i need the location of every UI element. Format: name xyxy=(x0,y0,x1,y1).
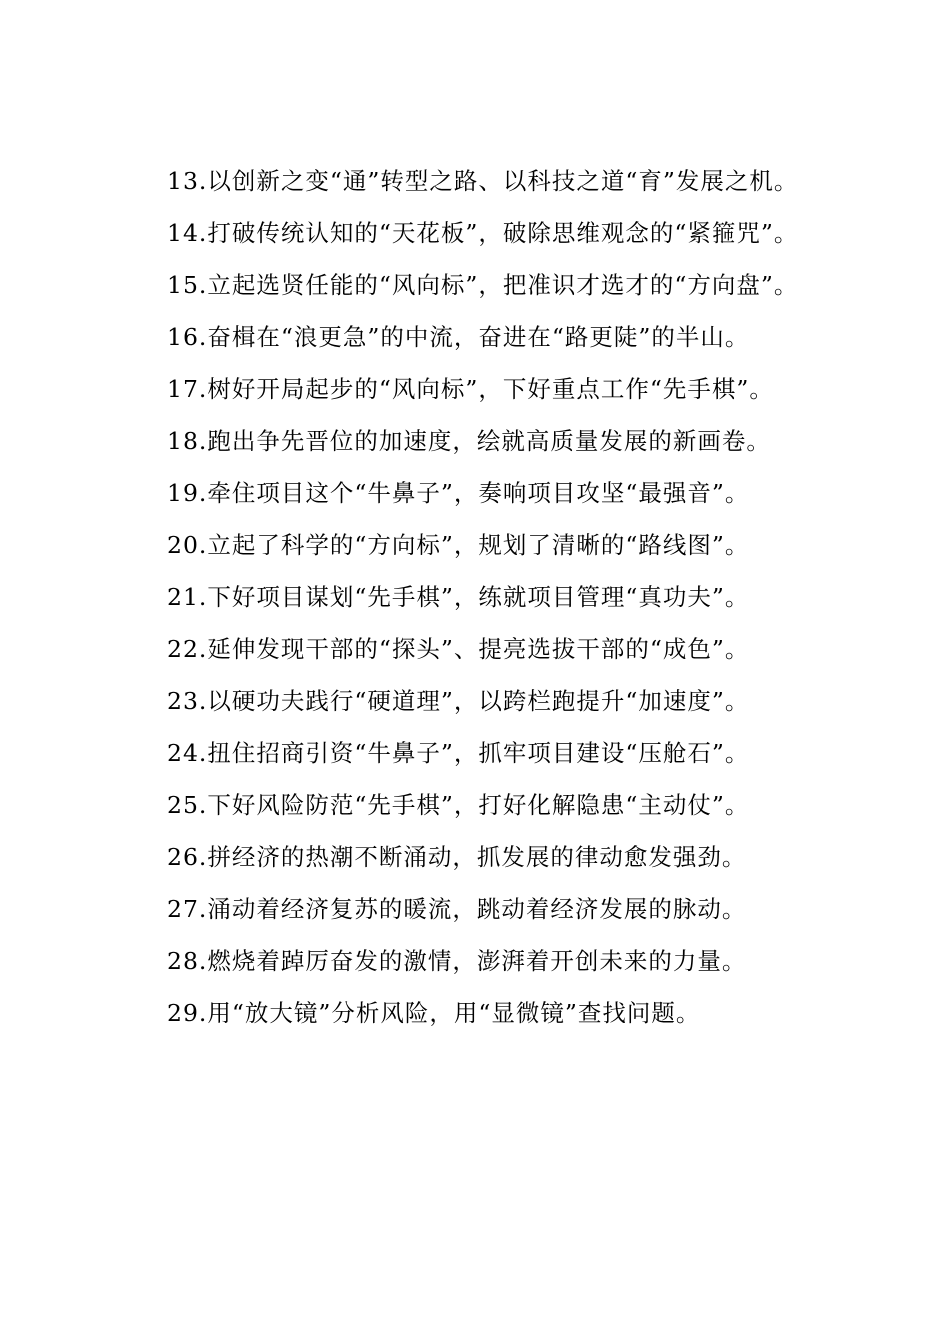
list-item: 26.拼经济的热潮不断涌动，抓发展的律动愈发强劲。 xyxy=(167,843,747,871)
list-item: 28.燃烧着踔厉奋发的激情，澎湃着开创未来的力量。 xyxy=(167,947,747,975)
list-item: 27.涌动着经济复苏的暖流，跳动着经济发展的脉动。 xyxy=(167,895,747,923)
list-item: 18.跑出争先晋位的加速度，绘就高质量发展的新画卷。 xyxy=(167,427,771,455)
list-item: 25.下好风险防范“先手棋”，打好化解隐患“主动仗”。 xyxy=(167,791,750,819)
list-item: 14.打破传统认知的“天花板”，破除思维观念的“紧箍咒”。 xyxy=(167,219,799,247)
list-item: 16.奋楫在“浪更急”的中流，奋进在“路更陡”的半山。 xyxy=(167,323,750,351)
list-item: 15.立起选贤任能的“风向标”，把准识才选才的“方向盘”。 xyxy=(167,271,799,299)
list-item: 17.树好开局起步的“风向标”，下好重点工作“先手棋”。 xyxy=(167,375,774,403)
list-item: 21.下好项目谋划“先手棋”，练就项目管理“真功夫”。 xyxy=(167,583,750,611)
list-item: 24.扭住招商引资“牛鼻子”，抓牢项目建设“压舱石”。 xyxy=(167,739,750,767)
list-item: 19.牵住项目这个“牛鼻子”，奏响项目攻坚“最强音”。 xyxy=(167,479,750,507)
document-body xyxy=(128,165,833,1049)
list-item: 22.延伸发现干部的“探头”、提亮选拔干部的“成色”。 xyxy=(167,635,750,663)
list-item: 20.立起了科学的“方向标”，规划了清晰的“路线图”。 xyxy=(167,531,750,559)
list-item: 13.以创新之变“通”转型之路、以科技之道“育”发展之机。 xyxy=(167,167,799,195)
list-item: 29.用“放大镜”分析风险，用“显微镜”查找问题。 xyxy=(167,999,701,1027)
list-item: 23.以硬功夫践行“硬道理”，以跨栏跑提升“加速度”。 xyxy=(167,687,750,715)
